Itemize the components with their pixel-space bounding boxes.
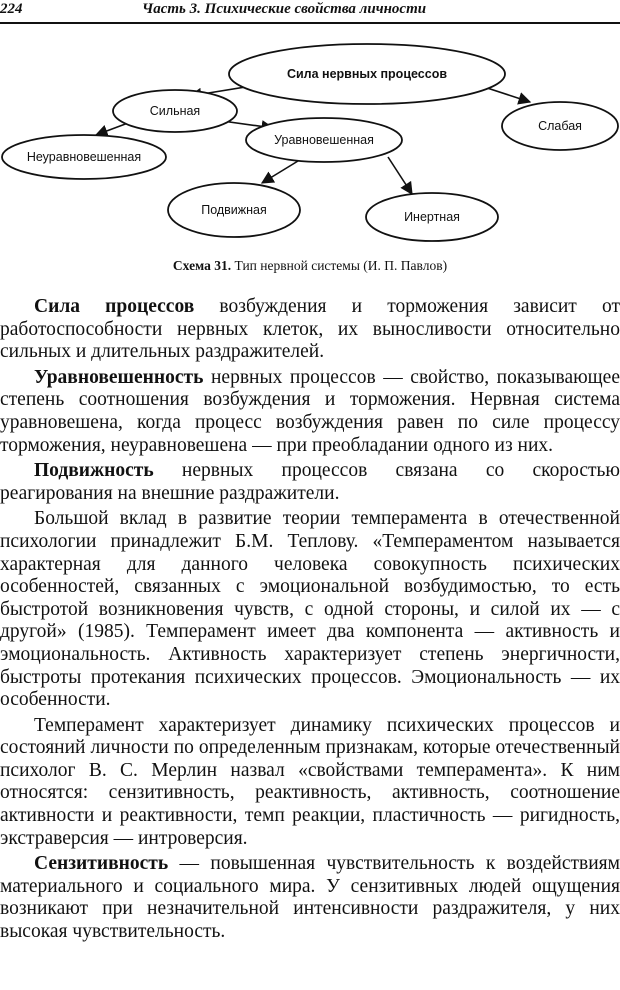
paragraph-text: Большой вклад в развитие теории темперамента в отечественной психологии принадлежит Б.М. Теплову. «Темпераментом называется характерная для данного человека совокупность психических особенностей, связанных с эмоциональной возбудимостью, то есть быстротой возникновения чувств, с одной стороны, и силой их — с другой» (1985). Темперамент имеет два компонента — активность и эмоциональность. Активность характеризует степень энергичности, быстроты протекания психических процессов. Эмоциональность — их особенности. (0, 508, 620, 711)
node-balanced (246, 118, 402, 162)
paragraph (0, 460, 620, 505)
node-inert-label: Инертная (404, 210, 460, 224)
paragraph (0, 508, 620, 711)
node-unbalanced (2, 135, 166, 179)
paragraph (0, 367, 620, 457)
node-mobile (168, 183, 300, 237)
node-mobile-label: Подвижная (201, 203, 267, 217)
edge-balanced-inert (388, 157, 412, 194)
paragraph (0, 853, 620, 943)
node-weak (502, 102, 618, 150)
node-root-label: Сила нервных процессов (286, 67, 448, 81)
paragraph-term: Сила процессов (34, 296, 195, 317)
edge-balanced-mobile (262, 161, 298, 183)
node-balanced-label: Уравновешенная (274, 133, 374, 147)
paragraph-text: возбуждения и торможения зависит от работоспособности нервных клеток, их выносливости относительно сильных и длительных раздражителей. (0, 296, 620, 363)
node-inert (366, 193, 498, 241)
paragraph-term: Сензитивность (34, 853, 169, 875)
paragraph-term: Уравновешенность (34, 366, 204, 388)
body-text (0, 296, 620, 944)
page-number: 224 (0, 1, 23, 17)
running-title: Часть 3. Психические свойства личности (142, 1, 427, 17)
paragraph-term: Подвижность (34, 460, 154, 482)
nervous-system-diagram (0, 30, 620, 260)
header-rule (0, 22, 620, 24)
diagram-caption (0, 258, 620, 274)
paragraph-text: Темперамент характеризует динамику психических процессов и состояний личности по определенным признакам, которые отечественный психолог В. С. Мерлин назвал «свойствами темперамента». К ним относятся: сензитивность, реактивность, активность, соотношение активности и реактивности, темп реакции, пластичность — ригидность, экстраверсия — интроверсия. (0, 714, 620, 849)
node-strong (113, 90, 237, 132)
node-root (229, 44, 505, 104)
caption-label: Схема 31. (172, 258, 232, 273)
paragraph-text: нервных процессов связана со скоростью реагирования на внешние раздражители. (0, 460, 620, 504)
paragraph (0, 296, 620, 364)
edge-strong-unbalanced (96, 123, 128, 135)
node-strong-label: Сильная (149, 104, 201, 118)
node-weak-label: Слабая (538, 119, 582, 133)
caption-text: Тип нервной системы (И. П. Павлов) (234, 258, 448, 273)
page-header (0, 0, 620, 22)
paragraph-text: — повышенная чувствительность к воздействиям материального и социального мира. У сензитивных людей ощущения возникают при незначительной интенсивности раздражителя, у них высокая чувствительность. (0, 853, 620, 943)
paragraph-text: нервных процессов — свойство, показывающее степень соотношения возбуждения и торможения. Нервная система уравновешена, когда процесс возбуждения равен по силе процессу торможения, неуравновешена — при преобладании одного из них. (0, 366, 620, 456)
paragraph (0, 715, 620, 851)
node-unbalanced-label: Неуравновешенная (26, 150, 142, 164)
